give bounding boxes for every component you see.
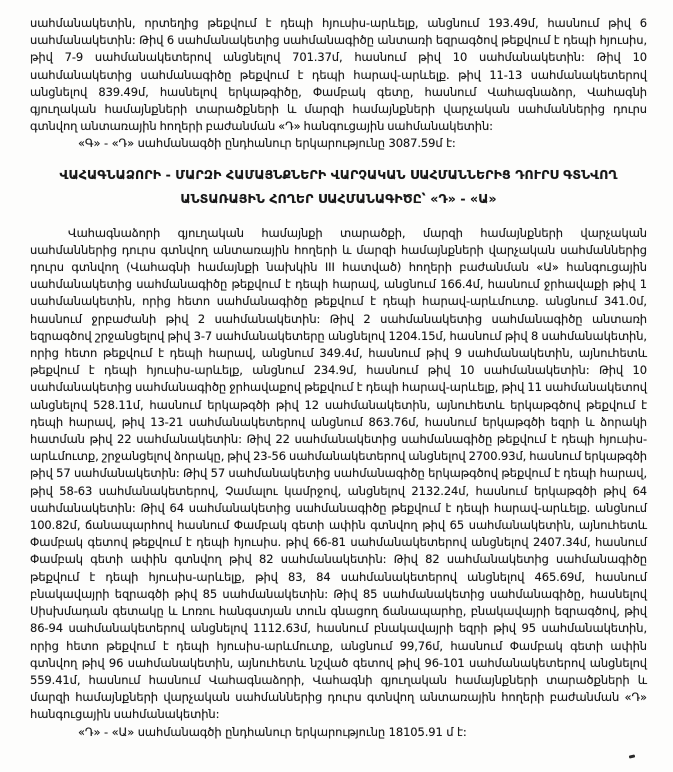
section-heading-line2: ԱՆՏԱՌԱՅԻՆ ՀՈՂԵՐ ՍԱՀՄԱՆԱԳԻԾԸ՝ «Դ» - «Ա» — [180, 190, 497, 206]
total-length-line-g-d: «Գ» - «Դ» սահմանագծի ընդհանուր երկարությունը 3087.59մ է: — [78, 136, 456, 151]
section-heading-line1: ՎԱՀԱԳՆԱՁՈՐԻ - ՄԱՐԶԻ ՀԱՄԱՅՆՔՆԵՐԻ ՎԱՐՉԱԿԱՆ ՍԱՀՄԱՆՆԵՐԻՑ ԴՈՒՐՍ ԳՏՆՎՈՂ — [59, 166, 618, 182]
boundary-paragraph-g-d-continuation: սահմանակետին, որտեղից թեքվում է դեպի հյուսիս-արևելք, անցնում 193.49մ, հասնում թիվ 6 սահմանակետին: Թիվ 6 սահմանակետից սահմանագիծը անտառի եզրագծով թեքվում է դեպի հյուսիս, թիվ 7-9 սահմանակետերով անցնելով 701.37մ, հասնում թիվ 10 սահմանակետին: Թիվ 10 սահմանակետից սահմանագիծը թեքվում է դեպի հարավ-արևելք. թիվ 11-13 սահմանակետերով անցնելով 839.49մ, հասնելով երկաթգիծը, Փամբակ գետը, հասնում Վահագնաձոր, Վահագնի գյուղական համայնքների տարածքների և մարզի համայնքների վարչական սահմաններից դուրս գտնվող անտառային հողերի բաժանման «Դ» հանգուցային սահմանակետին: — [30, 16, 647, 134]
total-length-line-d-a: «Դ» - «Ա» սահմանագծի ընդհանուր երկարությունը 18105.91 մ է: — [78, 724, 467, 739]
section-heading — [48, 163, 629, 211]
scan-ink-speck — [629, 754, 635, 758]
boundary-paragraph-d-a: Վահագնաձորի գյուղական համայնքի տարածքի, մարզի համայնքների վարչական սահմաններից դուրս գտնվող անտառային հողերի և մարզի համայնքների վարչական սահմաններից դուրս գտնվող (Վահագնի համայնքի նախկին III հատված) հողերի բաժանման «Ա» հանգուցային սահմանակետից սահմանագիծը թեքվում է դեպի հարավ, անցնում 166.4մ, հասնում ջրհավաքի թիվ 1 սահմանակետին, որից հետո սահմանագիծը թեքվում է դեպի հարավ-արևմուտք. անցնում 341.0մ, հասնում ջրբաժանի թիվ 2 սահմանակետին: Թիվ 2 սահմանակետից սահմանագիծը անտառի եզրագծով շրջանցելով թիվ 3-7 սահմանակետերը անցնելով 1204.15մ, հասնում թիվ 8 սահմանակետին, որից հետո թեքվում է դեպի հարավ, անցնում 349.4մ, հասնում թիվ 9 սահմանակետին, այնուհետև թեքվում է դեպի հյուսիս-արևելք, անցնում 234.9մ, հասնում թիվ 10 սահմանակետին: Թիվ 10 սահմանակետից սահմանագիծը ջրհավաքով թեքվում է դեպի հարավ-արևելք, թիվ 11 սահմանակետով անցնելով 528.11մ, հասնում երկաթգծի թիվ 12 սահմանակետին, այնուհետև երկաթգծով թեքվում է դեպի հարավ, թիվ 13-21 սահմանակետերով անցնում 863.76մ, հասնում երկաթգծի եզրի և ձորակի հատման թիվ 22 սահմանակետին: Թիվ 22 սահմանակետից սահմանագիծը թեքվում է դեպի հյուսիս-արևմուտք, շրջանցելով ձորակը, թիվ 23-56 սահմանակետերով անցնելով 2700.93մ, հասնում երկաթգծի թիվ 57 սահմանակետին: Թիվ 57 սահմանակետից սահմանագիծը երկաթգծով թեքվում է դեպի հարավ, թիվ 58-63 սահմանակետերով, Չամալու կամրջով, անցնելով 2132.24մ, հասնում երկաթգծի թիվ 64 սահմանակետին: Թիվ 64 սահմանակետից սահմանագիծը թեքվում է դեպի հարավ-արևելք. անցնում 100.82մ, ճանապարհով հասնում Փամբակ գետի ափին գտնվող թիվ 65 սահմանակետին, այնուհետև Փամբակ գետով թեքվում է դեպի հյուսիս. թիվ 66-81 սահմանակետերով անցնելով 2407.34մ, հասնում Փամբակ գետի ափին գտնվող թիվ 82 սահմանակետին: Թիվ 82 սահմանակետից սահմանագիծը թեքվում է դեպի հյուսիս-արևելք, թիվ 83, 84 սահմանակետերով անցնելով 465.69մ, հասնում բնակավայրի եզրագծի թիվ 85 սահմանակետին: Թիվ 85 սահմանակետից սահմանագիծը, հասնելով Սիսխմադան գետակը և Լոռու հանգստյան տուն գնացող ճանապարհը, բնակավայրի եզրագծով, թիվ 86-94 սահմանակետերով անցնելով 1112.63մ, հասնում բնակավայրի եզրի թիվ 95 սահմանակետին, որից հետո թեքվում է դեպի հյուսիս-արևմուտք, անցնում 99,76մ, հասնում Փամբակ գետի ափին գտնվող թիվ 96 սահմանակետին, այնուհետև նշված գետով թիվ 96-101 սահմանակետերով անցնելով 559.41մ, հասնում հասնում Վահագնաձորի, Վահագնի գյուղական համայնքների տարածքների և մարզի համայնքների վարչական սահմաններից դուրս գտնվող անտառային հողերի բաժանման «Դ» հանգուցային սահմանակետին: — [30, 225, 647, 722]
